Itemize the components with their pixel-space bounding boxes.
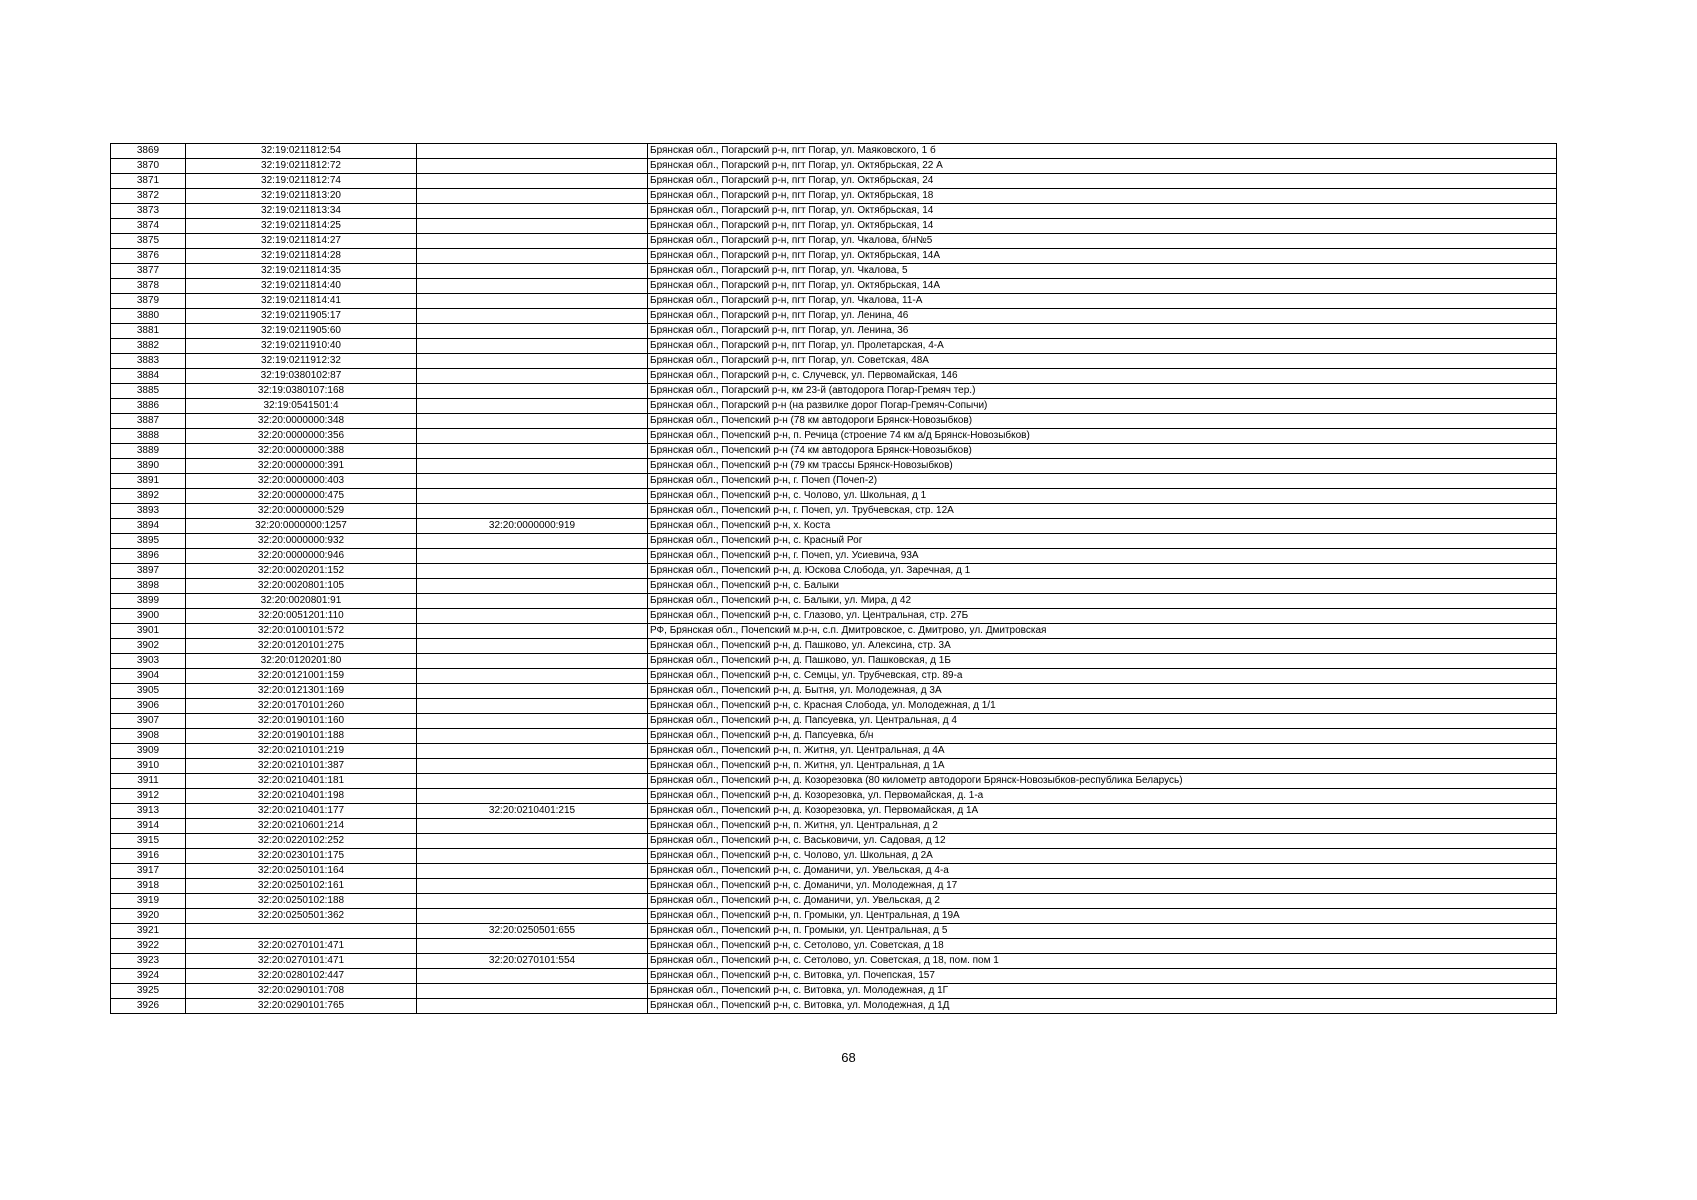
table-row — [111, 549, 1557, 564]
related-cadastral-number-cell — [417, 279, 648, 294]
row-number-cell: 3887 — [111, 414, 186, 429]
table-row — [111, 564, 1557, 579]
address-cell: Брянская обл., Почепский р-н, п. Громыки, ул. Центральная, д 19А — [648, 909, 1557, 924]
cadastral-number-cell: 32:20:0250501:362 — [186, 909, 417, 924]
table-row — [111, 504, 1557, 519]
table-row — [111, 399, 1557, 414]
table-row — [111, 819, 1557, 834]
cadastral-number-cell: 32:20:0100101:572 — [186, 624, 417, 639]
address-cell: Брянская обл., Почепский р-н, д. Козорезовка, ул. Первомайская, д 1А — [648, 804, 1557, 819]
related-cadastral-number-cell — [417, 609, 648, 624]
cadastral-number-cell: 32:20:0190101:188 — [186, 729, 417, 744]
address-cell: Брянская обл., Почепский р-н, с. Сетолово, ул. Советская, д 18 — [648, 939, 1557, 954]
related-cadastral-number-cell: 32:20:0000000:919 — [417, 519, 648, 534]
address-cell: Брянская обл., Почепский р-н, с. Витовка, ул. Молодежная, д 1Г — [648, 984, 1557, 999]
related-cadastral-number-cell — [417, 894, 648, 909]
related-cadastral-number-cell — [417, 369, 648, 384]
address-cell: Брянская обл., Почепский р-н, с. Чолово, ул. Школьная, д 1 — [648, 489, 1557, 504]
related-cadastral-number-cell — [417, 204, 648, 219]
address-cell: Брянская обл., Почепский р-н, п. Житня, ул. Центральная, д 2 — [648, 819, 1557, 834]
related-cadastral-number-cell — [417, 594, 648, 609]
row-number-cell: 3879 — [111, 294, 186, 309]
related-cadastral-number-cell — [417, 789, 648, 804]
table-row — [111, 369, 1557, 384]
related-cadastral-number-cell — [417, 489, 648, 504]
registry-table — [110, 143, 1557, 1014]
row-number-cell: 3871 — [111, 174, 186, 189]
related-cadastral-number-cell — [417, 969, 648, 984]
related-cadastral-number-cell — [417, 189, 648, 204]
cadastral-number-cell: 32:19:0211814:25 — [186, 219, 417, 234]
row-number-cell: 3877 — [111, 264, 186, 279]
related-cadastral-number-cell — [417, 384, 648, 399]
address-cell: Брянская обл., Почепский р-н, п. Громыки, ул. Центральная, д 5 — [648, 924, 1557, 939]
cadastral-number-cell: 32:20:0290101:765 — [186, 999, 417, 1014]
cadastral-number-cell: 32:19:0211910:40 — [186, 339, 417, 354]
related-cadastral-number-cell — [417, 819, 648, 834]
cadastral-number-cell: 32:20:0000000:356 — [186, 429, 417, 444]
cadastral-number-cell: 32:20:0000000:529 — [186, 504, 417, 519]
row-number-cell: 3897 — [111, 564, 186, 579]
cadastral-number-cell: 32:20:0000000:932 — [186, 534, 417, 549]
related-cadastral-number-cell — [417, 534, 648, 549]
address-cell: Брянская обл., Почепский р-н, п. Житня, ул. Центральная, д 4А — [648, 744, 1557, 759]
table-row — [111, 204, 1557, 219]
related-cadastral-number-cell — [417, 879, 648, 894]
related-cadastral-number-cell — [417, 669, 648, 684]
row-number-cell: 3926 — [111, 999, 186, 1014]
row-number-cell: 3921 — [111, 924, 186, 939]
row-number-cell: 3889 — [111, 444, 186, 459]
address-cell: Брянская обл., Погарский р-н, пгт Погар, ул. Октябрьская, 22 А — [648, 159, 1557, 174]
address-cell: Брянская обл., Почепский р-н, с. Балыки — [648, 579, 1557, 594]
table-row — [111, 789, 1557, 804]
table-row — [111, 324, 1557, 339]
related-cadastral-number-cell — [417, 774, 648, 789]
row-number-cell: 3916 — [111, 849, 186, 864]
row-number-cell: 3913 — [111, 804, 186, 819]
address-cell: Брянская обл., Почепский р-н (78 км автодороги Брянск-Новозыбков) — [648, 414, 1557, 429]
cadastral-number-cell: 32:20:0270101:471 — [186, 939, 417, 954]
table-row — [111, 189, 1557, 204]
cadastral-number-cell: 32:19:0211812:74 — [186, 174, 417, 189]
related-cadastral-number-cell — [417, 939, 648, 954]
row-number-cell: 3882 — [111, 339, 186, 354]
address-cell: Брянская обл., Погарский р-н, пгт Погар, ул. Чкалова, б/н№5 — [648, 234, 1557, 249]
row-number-cell: 3874 — [111, 219, 186, 234]
row-number-cell: 3884 — [111, 369, 186, 384]
cadastral-number-cell: 32:20:0290101:708 — [186, 984, 417, 999]
row-number-cell: 3920 — [111, 909, 186, 924]
row-number-cell: 3917 — [111, 864, 186, 879]
table-row — [111, 354, 1557, 369]
table-row — [111, 444, 1557, 459]
cadastral-number-cell: 32:19:0211812:54 — [186, 144, 417, 159]
address-cell: Брянская обл., Почепский р-н, х. Коста — [648, 519, 1557, 534]
table-row — [111, 639, 1557, 654]
related-cadastral-number-cell — [417, 399, 648, 414]
related-cadastral-number-cell — [417, 309, 648, 324]
row-number-cell: 3872 — [111, 189, 186, 204]
cadastral-number-cell — [186, 924, 417, 939]
cadastral-number-cell: 32:19:0211814:27 — [186, 234, 417, 249]
address-cell: Брянская обл., Погарский р-н, пгт Погар, ул. Октябрьская, 14 — [648, 219, 1557, 234]
address-cell: Брянская обл., Погарский р-н, пгт Погар, ул. Октябрьская, 14А — [648, 249, 1557, 264]
table-row — [111, 519, 1557, 534]
row-number-cell: 3922 — [111, 939, 186, 954]
row-number-cell: 3878 — [111, 279, 186, 294]
cadastral-number-cell: 32:20:0000000:1257 — [186, 519, 417, 534]
related-cadastral-number-cell — [417, 504, 648, 519]
related-cadastral-number-cell — [417, 999, 648, 1014]
address-cell: Брянская обл., Почепский р-н, с. Васьковичи, ул. Садовая, д 12 — [648, 834, 1557, 849]
address-cell: Брянская обл., Почепский р-н, с. Доманичи, ул. Увельская, д 2 — [648, 894, 1557, 909]
table-row — [111, 174, 1557, 189]
address-cell: Брянская обл., Погарский р-н, пгт Погар, ул. Советская, 48А — [648, 354, 1557, 369]
address-cell: Брянская обл., Почепский р-н, д. Козорезовка, ул. Первомайская, д. 1-а — [648, 789, 1557, 804]
cadastral-number-cell: 32:20:0210401:198 — [186, 789, 417, 804]
table-row — [111, 834, 1557, 849]
cadastral-number-cell: 32:20:0210601:214 — [186, 819, 417, 834]
table-row — [111, 144, 1557, 159]
table-row — [111, 249, 1557, 264]
address-cell: Брянская обл., Почепский р-н, г. Почеп, ул. Усиевича, 93А — [648, 549, 1557, 564]
row-number-cell: 3905 — [111, 684, 186, 699]
row-number-cell: 3924 — [111, 969, 186, 984]
table-row — [111, 264, 1557, 279]
address-cell: Брянская обл., Почепский р-н, с. Витовка, ул. Почепская, 157 — [648, 969, 1557, 984]
table-row — [111, 219, 1557, 234]
cadastral-number-cell: 32:19:0380107:168 — [186, 384, 417, 399]
row-number-cell: 3896 — [111, 549, 186, 564]
related-cadastral-number-cell — [417, 984, 648, 999]
address-cell: Брянская обл., Погарский р-н, пгт Погар, ул. Ленина, 36 — [648, 324, 1557, 339]
address-cell: Брянская обл., Погарский р-н, пгт Погар, ул. Ленина, 46 — [648, 309, 1557, 324]
cadastral-number-cell: 32:20:0210101:387 — [186, 759, 417, 774]
row-number-cell: 3891 — [111, 474, 186, 489]
table-row — [111, 879, 1557, 894]
address-cell: Брянская обл., Почепский р-н, с. Глазово, ул. Центральная, стр. 27Б — [648, 609, 1557, 624]
cadastral-number-cell: 32:20:0230101:175 — [186, 849, 417, 864]
row-number-cell: 3881 — [111, 324, 186, 339]
row-number-cell: 3870 — [111, 159, 186, 174]
table-row — [111, 804, 1557, 819]
related-cadastral-number-cell: 32:20:0210401:215 — [417, 804, 648, 819]
related-cadastral-number-cell — [417, 684, 648, 699]
cadastral-number-cell: 32:20:0000000:388 — [186, 444, 417, 459]
cadastral-number-cell: 32:20:0220102:252 — [186, 834, 417, 849]
row-number-cell: 3912 — [111, 789, 186, 804]
row-number-cell: 3910 — [111, 759, 186, 774]
address-cell: Брянская обл., Погарский р-н, с. Случевск, ул. Первомайская, 146 — [648, 369, 1557, 384]
related-cadastral-number-cell — [417, 444, 648, 459]
cadastral-number-cell: 32:20:0120201:80 — [186, 654, 417, 669]
table-row — [111, 969, 1557, 984]
address-cell: Брянская обл., Почепский р-н, д. Бытня, ул. Молодежная, д 3А — [648, 684, 1557, 699]
table-row — [111, 159, 1557, 174]
table-row — [111, 534, 1557, 549]
cadastral-number-cell: 32:19:0211812:72 — [186, 159, 417, 174]
row-number-cell: 3923 — [111, 954, 186, 969]
cadastral-number-cell: 32:19:0211813:34 — [186, 204, 417, 219]
cadastral-number-cell: 32:19:0211814:40 — [186, 279, 417, 294]
table-row — [111, 489, 1557, 504]
related-cadastral-number-cell — [417, 249, 648, 264]
row-number-cell: 3925 — [111, 984, 186, 999]
row-number-cell: 3869 — [111, 144, 186, 159]
address-cell: Брянская обл., Почепский р-н, д. Козорезовка (80 километр автодороги Брянск-Новозыбков-республика Беларусь) — [648, 774, 1557, 789]
cadastral-number-cell: 32:19:0211905:17 — [186, 309, 417, 324]
cadastral-number-cell: 32:20:0280102:447 — [186, 969, 417, 984]
related-cadastral-number-cell — [417, 564, 648, 579]
related-cadastral-number-cell — [417, 264, 648, 279]
row-number-cell: 3895 — [111, 534, 186, 549]
related-cadastral-number-cell — [417, 294, 648, 309]
related-cadastral-number-cell — [417, 654, 648, 669]
table-row — [111, 924, 1557, 939]
address-cell: Брянская обл., Почепский р-н, с. Семцы, ул. Трубчевская, стр. 89-а — [648, 669, 1557, 684]
cadastral-number-cell: 32:20:0210401:177 — [186, 804, 417, 819]
cadastral-number-cell: 32:20:0121301:169 — [186, 684, 417, 699]
table-row — [111, 714, 1557, 729]
address-cell: Брянская обл., Почепский р-н (79 км трассы Брянск-Новозыбков) — [648, 459, 1557, 474]
row-number-cell: 3909 — [111, 744, 186, 759]
table-row — [111, 429, 1557, 444]
address-cell: Брянская обл., Почепский р-н, д. Папсуевка, ул. Центральная, д 4 — [648, 714, 1557, 729]
row-number-cell: 3906 — [111, 699, 186, 714]
related-cadastral-number-cell — [417, 864, 648, 879]
address-cell: Брянская обл., Почепский р-н (74 км автодорога Брянск-Новозыбков) — [648, 444, 1557, 459]
row-number-cell: 3888 — [111, 429, 186, 444]
related-cadastral-number-cell — [417, 759, 648, 774]
address-cell: Брянская обл., Погарский р-н (на развилке дорог Погар-Гремяч-Сопычи) — [648, 399, 1557, 414]
table-row — [111, 459, 1557, 474]
cadastral-number-cell: 32:19:0211912:32 — [186, 354, 417, 369]
cadastral-number-cell: 32:20:0190101:160 — [186, 714, 417, 729]
cadastral-number-cell: 32:20:0020201:152 — [186, 564, 417, 579]
cadastral-number-cell: 32:20:0020801:91 — [186, 594, 417, 609]
address-cell: Брянская обл., Почепский р-н, г. Почеп, ул. Трубчевская, стр. 12А — [648, 504, 1557, 519]
table-row — [111, 384, 1557, 399]
related-cadastral-number-cell — [417, 174, 648, 189]
address-cell: Брянская обл., Почепский р-н, д. Папсуевка, б/н — [648, 729, 1557, 744]
address-cell: Брянская обл., Погарский р-н, пгт Погар, ул. Октябрьская, 18 — [648, 189, 1557, 204]
cadastral-number-cell: 32:20:0020801:105 — [186, 579, 417, 594]
address-cell: Брянская обл., Почепский р-н, с. Сетолово, ул. Советская, д 18, пом. пом 1 — [648, 954, 1557, 969]
related-cadastral-number-cell — [417, 579, 648, 594]
row-number-cell: 3893 — [111, 504, 186, 519]
row-number-cell: 3875 — [111, 234, 186, 249]
related-cadastral-number-cell — [417, 234, 648, 249]
related-cadastral-number-cell — [417, 729, 648, 744]
address-cell: Брянская обл., Погарский р-н, пгт Погар, ул. Чкалова, 5 — [648, 264, 1557, 279]
table-row — [111, 594, 1557, 609]
related-cadastral-number-cell — [417, 144, 648, 159]
related-cadastral-number-cell: 32:20:0270101:554 — [417, 954, 648, 969]
related-cadastral-number-cell — [417, 354, 648, 369]
row-number-cell: 3894 — [111, 519, 186, 534]
related-cadastral-number-cell — [417, 699, 648, 714]
row-number-cell: 3883 — [111, 354, 186, 369]
related-cadastral-number-cell — [417, 324, 648, 339]
cadastral-number-cell: 32:20:0000000:391 — [186, 459, 417, 474]
cadastral-number-cell: 32:19:0211814:41 — [186, 294, 417, 309]
related-cadastral-number-cell — [417, 909, 648, 924]
cadastral-number-cell: 32:20:0121001:159 — [186, 669, 417, 684]
table-row — [111, 984, 1557, 999]
cadastral-number-cell: 32:20:0250101:164 — [186, 864, 417, 879]
cadastral-number-cell: 32:20:0210101:219 — [186, 744, 417, 759]
row-number-cell: 3885 — [111, 384, 186, 399]
related-cadastral-number-cell — [417, 639, 648, 654]
address-cell: Брянская обл., Почепский р-н, п. Житня, ул. Центральная, д 1А — [648, 759, 1557, 774]
cadastral-number-cell: 32:20:0000000:403 — [186, 474, 417, 489]
table-row — [111, 894, 1557, 909]
cadastral-number-cell: 32:20:0250102:188 — [186, 894, 417, 909]
related-cadastral-number-cell — [417, 339, 648, 354]
address-cell: Брянская обл., Почепский р-н, д. Пашково, ул. Пашковская, д 1Б — [648, 654, 1557, 669]
related-cadastral-number-cell — [417, 459, 648, 474]
table-row — [111, 774, 1557, 789]
table-row — [111, 744, 1557, 759]
related-cadastral-number-cell — [417, 219, 648, 234]
related-cadastral-number-cell — [417, 159, 648, 174]
related-cadastral-number-cell — [417, 429, 648, 444]
related-cadastral-number-cell — [417, 474, 648, 489]
row-number-cell: 3898 — [111, 579, 186, 594]
address-cell: Брянская обл., Погарский р-н, пгт Погар, ул. Октябрьская, 14А — [648, 279, 1557, 294]
address-cell: Брянская обл., Погарский р-н, пгт Погар, ул. Пролетарская, 4-А — [648, 339, 1557, 354]
table-row — [111, 954, 1557, 969]
table-row — [111, 669, 1557, 684]
row-number-cell: 3892 — [111, 489, 186, 504]
table-row — [111, 609, 1557, 624]
address-cell: Брянская обл., Почепский р-н, г. Почеп (Почеп-2) — [648, 474, 1557, 489]
table-row — [111, 279, 1557, 294]
cadastral-number-cell: 32:19:0541501:4 — [186, 399, 417, 414]
cadastral-number-cell: 32:20:0000000:475 — [186, 489, 417, 504]
cadastral-number-cell: 32:20:0210401:181 — [186, 774, 417, 789]
table-row — [111, 654, 1557, 669]
cadastral-number-cell: 32:19:0380102:87 — [186, 369, 417, 384]
table-row — [111, 294, 1557, 309]
table-row — [111, 864, 1557, 879]
row-number-cell: 3886 — [111, 399, 186, 414]
address-cell: Брянская обл., Погарский р-н, пгт Погар, ул. Октябрьская, 14 — [648, 204, 1557, 219]
address-cell: Брянская обл., Погарский р-н, км 23-й (автодорога Погар-Гремяч тер.) — [648, 384, 1557, 399]
table-row — [111, 624, 1557, 639]
address-cell: Брянская обл., Погарский р-н, пгт Погар, ул. Октябрьская, 24 — [648, 174, 1557, 189]
address-cell: Брянская обл., Почепский р-н, с. Чолово, ул. Школьная, д 2А — [648, 849, 1557, 864]
table-row — [111, 474, 1557, 489]
table-row — [111, 939, 1557, 954]
cadastral-number-cell: 32:20:0250102:161 — [186, 879, 417, 894]
cadastral-number-cell: 32:20:0000000:348 — [186, 414, 417, 429]
cadastral-number-cell: 32:19:0211813:20 — [186, 189, 417, 204]
cadastral-number-cell: 32:19:0211905:60 — [186, 324, 417, 339]
address-cell: Брянская обл., Почепский р-н, с. Доманичи, ул. Увельская, д 4-а — [648, 864, 1557, 879]
table-row — [111, 579, 1557, 594]
cadastral-number-cell: 32:20:0120101:275 — [186, 639, 417, 654]
row-number-cell: 3904 — [111, 669, 186, 684]
address-cell: Брянская обл., Почепский р-н, п. Речица (строение 74 км а/д Брянск-Новозыбков) — [648, 429, 1557, 444]
cadastral-number-cell: 32:19:0211814:28 — [186, 249, 417, 264]
address-cell: Брянская обл., Почепский р-н, с. Доманичи, ул. Молодежная, д 17 — [648, 879, 1557, 894]
table-row — [111, 234, 1557, 249]
row-number-cell: 3911 — [111, 774, 186, 789]
address-cell: РФ, Брянская обл., Почепский м.р-н, с.п. Дмитровское, с. Дмитрово, ул. Дмитровская — [648, 624, 1557, 639]
row-number-cell: 3900 — [111, 609, 186, 624]
cadastral-number-cell: 32:20:0000000:946 — [186, 549, 417, 564]
table-row — [111, 729, 1557, 744]
table-row — [111, 414, 1557, 429]
address-cell: Брянская обл., Почепский р-н, с. Красный Рог — [648, 534, 1557, 549]
address-cell: Брянская обл., Почепский р-н, с. Балыки, ул. Мира, д 42 — [648, 594, 1557, 609]
related-cadastral-number-cell — [417, 714, 648, 729]
cadastral-number-cell: 32:19:0211814:35 — [186, 264, 417, 279]
related-cadastral-number-cell — [417, 849, 648, 864]
row-number-cell: 3914 — [111, 819, 186, 834]
row-number-cell: 3899 — [111, 594, 186, 609]
page-number: 68 — [841, 1050, 856, 1065]
row-number-cell: 3901 — [111, 624, 186, 639]
row-number-cell: 3890 — [111, 459, 186, 474]
table-row — [111, 339, 1557, 354]
row-number-cell: 3873 — [111, 204, 186, 219]
table-row — [111, 999, 1557, 1014]
row-number-cell: 3919 — [111, 894, 186, 909]
related-cadastral-number-cell — [417, 549, 648, 564]
cadastral-number-cell: 32:20:0170101:260 — [186, 699, 417, 714]
row-number-cell: 3908 — [111, 729, 186, 744]
related-cadastral-number-cell — [417, 744, 648, 759]
row-number-cell: 3915 — [111, 834, 186, 849]
cadastral-number-cell: 32:20:0270101:471 — [186, 954, 417, 969]
row-number-cell: 3876 — [111, 249, 186, 264]
related-cadastral-number-cell — [417, 624, 648, 639]
address-cell: Брянская обл., Почепский р-н, с. Витовка, ул. Молодежная, д 1Д — [648, 999, 1557, 1014]
address-cell: Брянская обл., Почепский р-н, с. Красная Слобода, ул. Молодежная, д 1/1 — [648, 699, 1557, 714]
registry-table-body — [111, 144, 1557, 1014]
cadastral-number-cell: 32:20:0051201:110 — [186, 609, 417, 624]
table-row — [111, 909, 1557, 924]
address-cell: Брянская обл., Погарский р-н, пгт Погар, ул. Маяковского, 1 б — [648, 144, 1557, 159]
table-row — [111, 759, 1557, 774]
row-number-cell: 3902 — [111, 639, 186, 654]
row-number-cell: 3903 — [111, 654, 186, 669]
row-number-cell: 3907 — [111, 714, 186, 729]
address-cell: Брянская обл., Погарский р-н, пгт Погар, ул. Чкалова, 11-А — [648, 294, 1557, 309]
row-number-cell: 3880 — [111, 309, 186, 324]
related-cadastral-number-cell: 32:20:0250501:655 — [417, 924, 648, 939]
row-number-cell: 3918 — [111, 879, 186, 894]
table-row — [111, 684, 1557, 699]
related-cadastral-number-cell — [417, 834, 648, 849]
table-row — [111, 849, 1557, 864]
table-row — [111, 309, 1557, 324]
table-row — [111, 699, 1557, 714]
related-cadastral-number-cell — [417, 414, 648, 429]
address-cell: Брянская обл., Почепский р-н, д. Пашково, ул. Алексина, стр. 3А — [648, 639, 1557, 654]
address-cell: Брянская обл., Почепский р-н, д. Юскова Слобода, ул. Заречная, д 1 — [648, 564, 1557, 579]
